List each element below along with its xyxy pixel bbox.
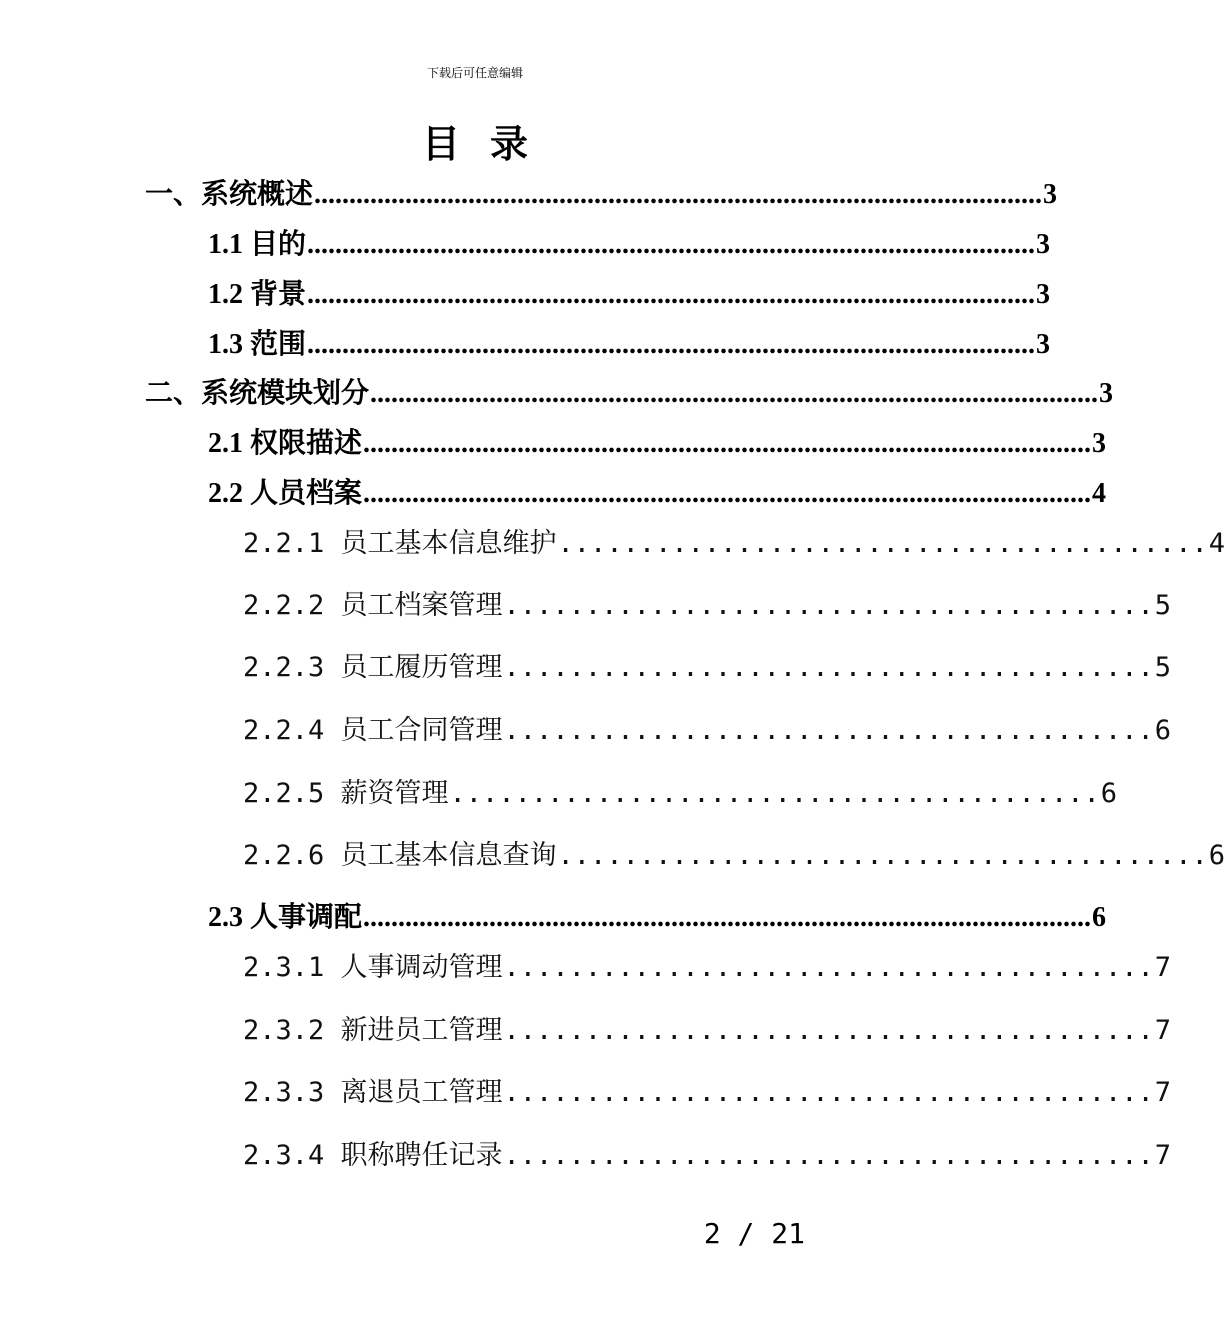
- toc-entry-label: 2.3.1 人事调动管理: [243, 952, 503, 983]
- toc-entry-label: 2.3.3 离退员工管理: [243, 1077, 503, 1108]
- toc-page-number: 7: [1154, 1015, 1172, 1046]
- toc-page-number: 5: [1154, 590, 1172, 621]
- toc-entry-2-3-2[interactable]: [243, 1013, 1172, 1049]
- toc-entry-2-3-3[interactable]: [243, 1075, 1172, 1111]
- toc-page-number: 3: [1099, 378, 1114, 409]
- toc-dot-leader: ........................................................................................................: [363, 478, 1092, 509]
- toc-dot-leader: ........................................................................................................: [363, 428, 1092, 459]
- toc-entry-label: 2.2.1 员工基本信息维护: [243, 528, 557, 559]
- toc-page-number: 6: [1100, 778, 1118, 809]
- page-indicator: 2 / 21: [703, 1217, 805, 1250]
- toc-entry-label: 2.2.2 员工档案管理: [243, 590, 503, 621]
- toc-entry-label: 2.2.6 员工基本信息查询: [243, 840, 557, 871]
- toc-entry-1-3[interactable]: [208, 327, 1051, 363]
- toc-page-number: 3: [1036, 329, 1051, 360]
- toc-page-number: 3: [1043, 179, 1058, 210]
- toc-page-number: 6: [1092, 902, 1107, 933]
- toc-dot-leader: ........................................: [449, 778, 1100, 809]
- toc-dot-leader: ........................................: [557, 840, 1208, 871]
- toc-entry-label: 2.2.3 员工履历管理: [243, 652, 503, 683]
- toc-entry-label: 2.2.4 员工合同管理: [243, 715, 503, 746]
- toc-entry-label: 2.3.4 职称聘任记录: [243, 1140, 503, 1171]
- toc-dot-leader: ........................................: [503, 652, 1154, 683]
- toc-entry-label: 2.2.5 薪资管理: [243, 778, 449, 809]
- toc-dot-leader: ........................................: [503, 1015, 1154, 1046]
- toc-dot-leader: ........................................: [557, 528, 1208, 559]
- toc-entry-label: 二、系统模块划分: [145, 378, 370, 409]
- toc-entry-label: 1.3 范围: [208, 329, 307, 360]
- toc-page-number: 3: [1036, 279, 1051, 310]
- toc-entry-2-2-2[interactable]: [243, 588, 1172, 624]
- toc-dot-leader: ........................................................................................................: [314, 179, 1043, 210]
- toc-entry-label: 1.2 背景: [208, 279, 307, 310]
- toc-page-number: 4: [1208, 528, 1225, 559]
- toc-page-number: 6: [1154, 715, 1172, 746]
- toc-entry-2-2-1[interactable]: [243, 526, 1225, 562]
- toc-page-number: 3: [1036, 229, 1051, 260]
- toc-dot-leader: ........................................................................................................: [363, 902, 1092, 933]
- toc-dot-leader: ........................................: [503, 1077, 1154, 1108]
- toc-page-number: 7: [1154, 952, 1172, 983]
- toc-entry-1-2[interactable]: [208, 277, 1051, 313]
- toc-entry-label: 2.2 人员档案: [208, 478, 363, 509]
- toc-dot-leader: ........................................................................................................: [307, 229, 1036, 260]
- toc-entry-2-2-6[interactable]: [243, 838, 1225, 874]
- toc-page-number: 7: [1154, 1140, 1172, 1171]
- toc-entry-2-3-1[interactable]: [243, 950, 1172, 986]
- toc-entry-2-2-4[interactable]: [243, 713, 1172, 749]
- toc-page-number: 3: [1092, 428, 1107, 459]
- toc-entry-label: 1.1 目的: [208, 229, 307, 260]
- toc-entry-label: 2.1 权限描述: [208, 428, 363, 459]
- toc-entry-2-2-3[interactable]: [243, 650, 1172, 686]
- toc-entry-2[interactable]: [145, 376, 1114, 412]
- toc-page-number: 5: [1154, 652, 1172, 683]
- toc-entry-1-1[interactable]: [208, 227, 1051, 263]
- toc-page-number: 7: [1154, 1077, 1172, 1108]
- page-header: 下载后可任意编辑: [426, 66, 523, 80]
- toc-entry-2-2[interactable]: [208, 476, 1107, 512]
- toc-dot-leader: ........................................: [503, 715, 1154, 746]
- toc-dot-leader: ........................................................................................................: [307, 279, 1036, 310]
- toc-page-number: 6: [1208, 840, 1225, 871]
- toc-dot-leader: ........................................: [503, 590, 1154, 621]
- toc-entry-label: 2.3 人事调配: [208, 902, 363, 933]
- toc-dot-leader: ........................................: [503, 1140, 1154, 1171]
- page-title: 目录: [421, 121, 558, 166]
- toc-dot-leader: ........................................: [503, 952, 1154, 983]
- toc-entry-2-3[interactable]: [208, 900, 1107, 936]
- toc-entry-label: 一、系统概述: [145, 179, 314, 210]
- toc-entry-2-1[interactable]: [208, 426, 1107, 462]
- toc-entry-label: 2.3.2 新进员工管理: [243, 1015, 503, 1046]
- toc-dot-leader: ........................................................................................................: [370, 378, 1099, 409]
- toc-entry-2-3-4[interactable]: [243, 1138, 1172, 1174]
- toc-entry-2-2-5[interactable]: [243, 776, 1118, 812]
- toc-page-number: 4: [1092, 478, 1107, 509]
- toc-entry-1[interactable]: [145, 177, 1058, 213]
- toc-dot-leader: ........................................................................................................: [307, 329, 1036, 360]
